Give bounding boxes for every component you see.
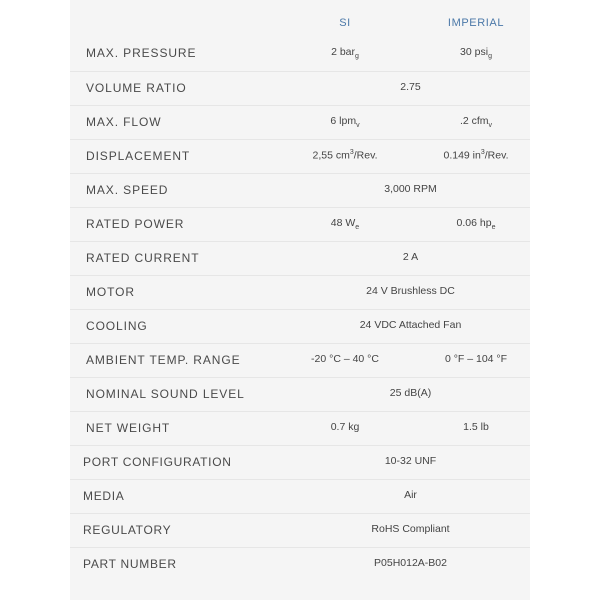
spec-value-regulatory: RoHS Compliant [371,523,450,535]
spec-si-value-ambient-temp-range-main: -20 °C – 40 °C [311,353,379,365]
spec-row-part-number [70,547,530,581]
spec-si-value-net-weight [285,421,405,433]
spec-si-value-rated-power [285,217,405,231]
spec-value-motor: 24 V Brushless DC [366,285,455,297]
spec-label-ambient-temp-range: AMBIENT TEMP. RANGE [86,353,241,367]
spec-si-value-max-flow [285,115,405,129]
spec-imperial-value-ambient-temp-range [416,353,536,365]
spec-imperial-value-max-flow-subscript: v [488,122,493,130]
spec-label-part-number: PART NUMBER [83,557,177,571]
spec-rows [70,37,530,581]
spec-value-rated-current: 2 A [402,251,419,263]
spec-row-volume-ratio [70,71,530,105]
spec-si-value-max-pressure [285,46,405,60]
spec-label-port-configuration: PORT CONFIGURATION [83,455,232,469]
spec-imperial-value-max-flow [416,115,536,129]
spec-label-max-pressure: MAX. PRESSURE [86,46,197,60]
si-column-header: SI [339,17,351,29]
spec-imperial-value-displacement-main: 0.149 in [443,149,481,162]
spec-imperial-value-net-weight-main: 1.5 lb [463,421,489,433]
spec-si-value-max-flow-subscript: v [356,122,360,130]
spec-row-max-flow [70,105,530,139]
spec-si-value-ambient-temp-range [285,353,405,365]
spec-value-part-number: P05H012A-B02 [374,557,447,569]
spec-label-max-speed: MAX. SPEED [86,183,169,197]
spec-si-value-max-pressure-main: 2 bar [331,46,356,58]
spec-imperial-value-displacement [416,149,536,162]
spec-value-nominal-sound-level: 25 dB(A) [389,387,432,399]
spec-si-value-net-weight-main: 0.7 kg [330,421,360,433]
spec-imperial-value-displacement-superscript: 3 [480,149,485,156]
spec-row-port-configuration [70,445,530,479]
spec-row-cooling [70,309,530,343]
spec-row-nominal-sound-level [70,377,530,411]
spec-si-value-max-flow-main: 6 lpm [330,115,357,127]
spec-imperial-value-rated-power-subscript: e [491,224,496,232]
spec-value-max-speed: 3,000 RPM [384,183,437,195]
spec-si-value-max-pressure-subscript: g [355,53,359,61]
spec-value-media: Air [404,489,417,501]
spec-si-value-displacement-main: 2,55 cm [312,149,350,162]
spec-imperial-value-max-pressure-subscript: g [488,53,492,61]
spec-label-rated-current: RATED CURRENT [86,251,200,265]
spec-label-motor: MOTOR [86,285,135,299]
spec-si-value-displacement-suffix: /Rev. [353,149,378,162]
spec-si-value-displacement [285,149,405,162]
spec-imperial-value-net-weight [416,421,536,433]
spec-label-nominal-sound-level: NOMINAL SOUND LEVEL [86,387,245,401]
spec-value-cooling: 24 VDC Attached Fan [359,319,462,331]
spec-row-rated-current [70,241,530,275]
spec-row-motor [70,275,530,309]
spec-imperial-value-ambient-temp-range-main: 0 °F – 104 °F [444,353,508,365]
spec-label-regulatory: REGULATORY [83,523,172,537]
table-header [70,0,530,38]
spec-label-cooling: COOLING [86,319,148,333]
spec-value-port-configuration: 10-32 UNF [384,455,437,467]
spec-imperial-value-max-flow-main: .2 cfm [459,115,489,127]
spec-si-value-displacement-superscript: 3 [349,149,354,156]
spec-label-volume-ratio: VOLUME RATIO [86,81,187,95]
spec-row-ambient-temp-range [70,343,530,377]
spec-label-displacement: DISPLACEMENT [86,149,191,163]
spec-imperial-value-displacement-suffix: /Rev. [484,149,509,162]
spec-imperial-value-rated-power-main: 0.06 hp [456,217,492,229]
spec-row-max-speed [70,173,530,207]
imperial-column-header: IMPERIAL [447,17,505,29]
spec-row-net-weight [70,411,530,445]
spec-si-value-rated-power-subscript: e [355,224,360,232]
spec-label-rated-power: RATED POWER [86,217,185,231]
spec-si-value-rated-power-main: 48 W [330,217,356,229]
spec-label-max-flow: MAX. FLOW [86,115,162,129]
spec-label-media: MEDIA [83,489,125,503]
spec-imperial-value-rated-power [416,217,536,231]
spec-row-regulatory [70,513,530,547]
spec-row-displacement [70,139,530,173]
spec-label-net-weight: NET WEIGHT [86,421,171,435]
spec-row-rated-power [70,207,530,241]
spec-imperial-value-max-pressure [416,46,536,60]
spec-row-max-pressure [70,37,530,71]
spec-imperial-value-max-pressure-main: 30 psi [460,46,489,58]
spec-row-media [70,479,530,513]
spec-value-volume-ratio: 2.75 [400,81,421,93]
spec-table [70,0,530,600]
